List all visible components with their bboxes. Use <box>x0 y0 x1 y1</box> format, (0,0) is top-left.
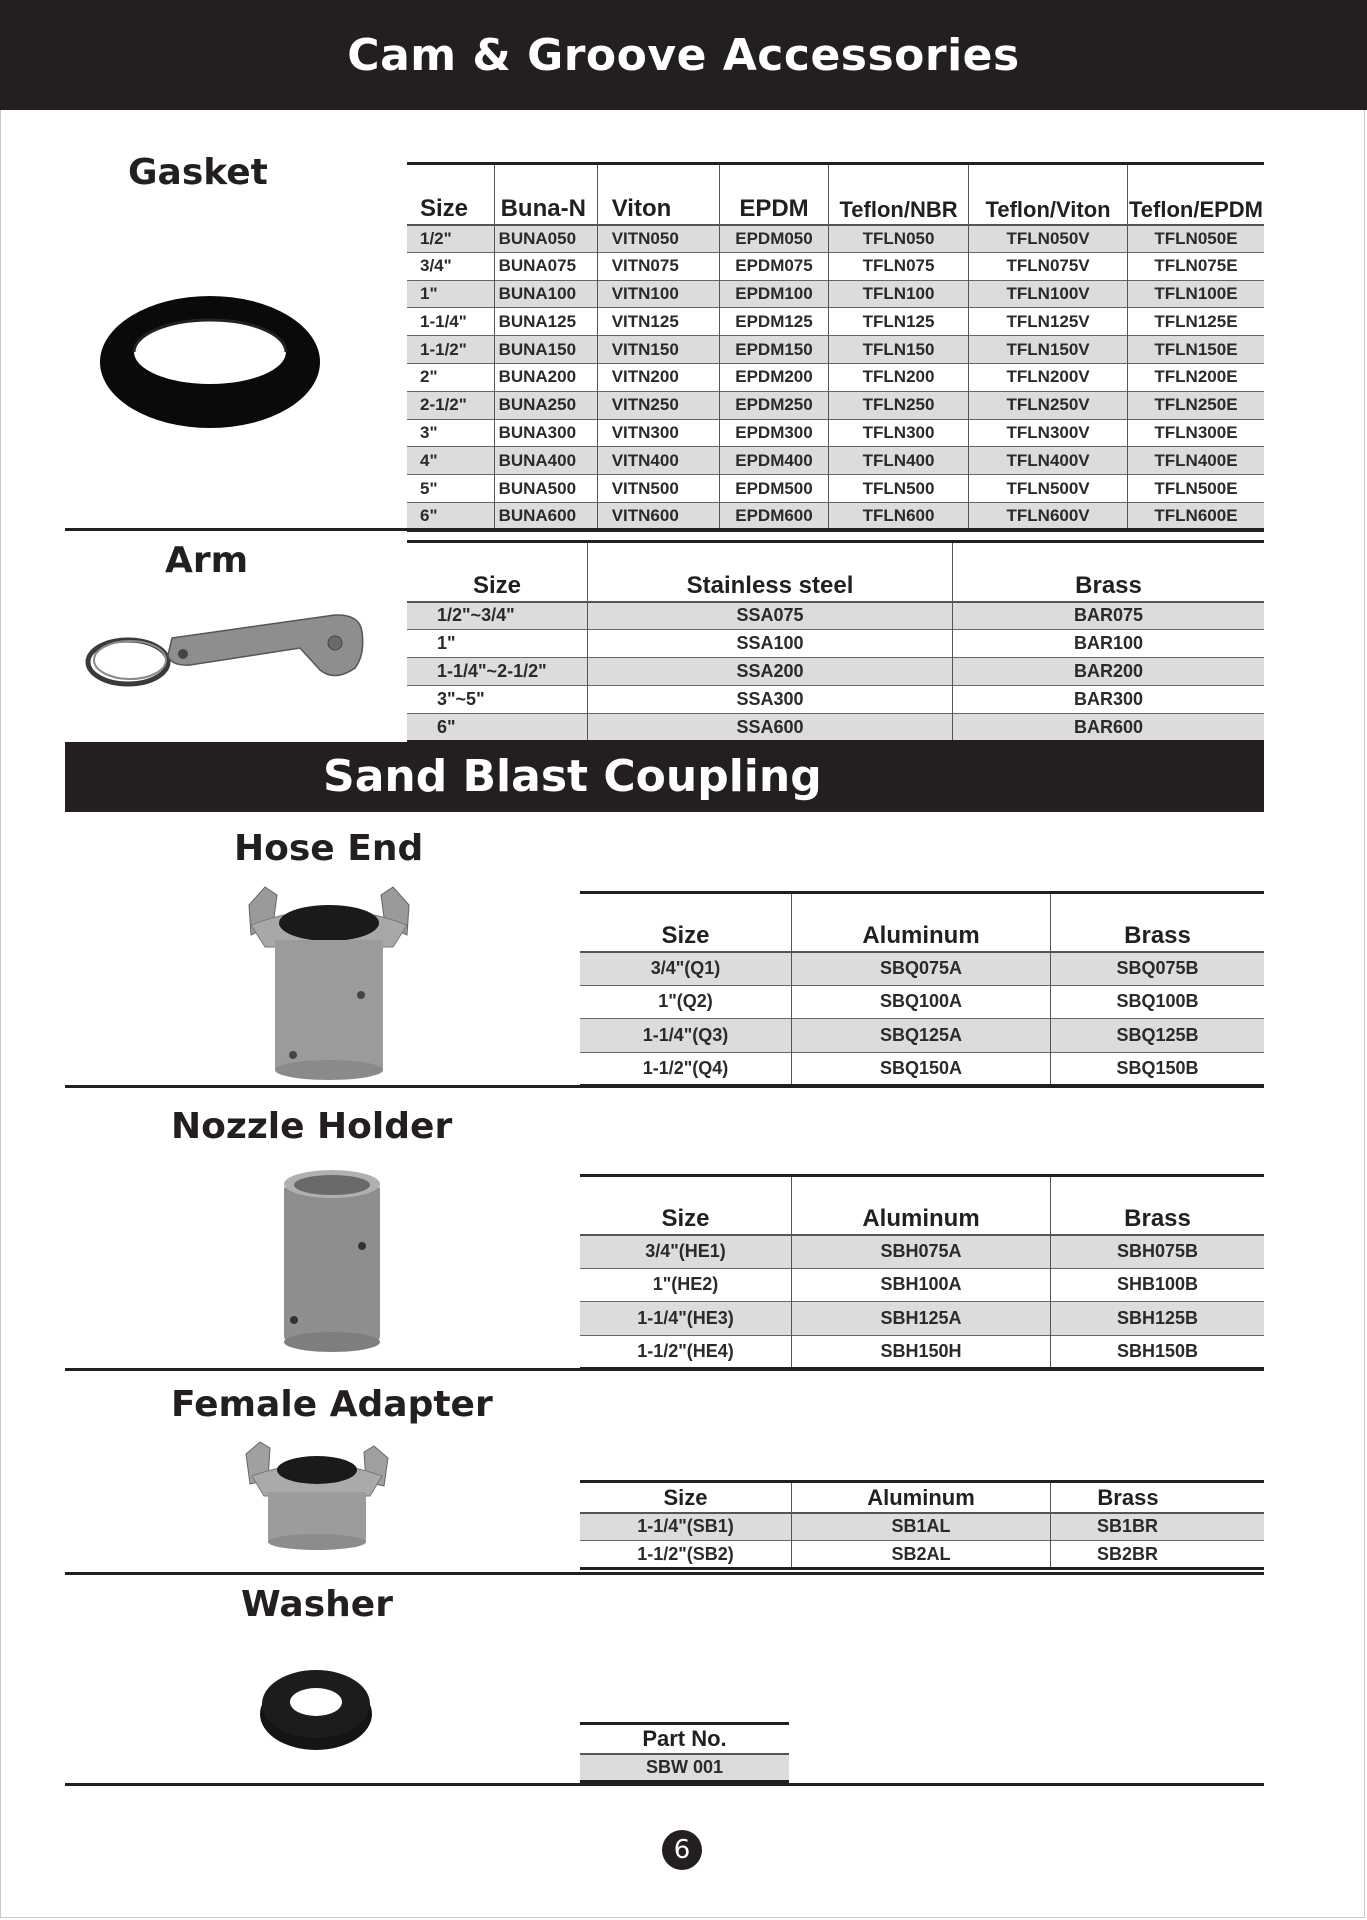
part-number-cell: BUNA400 <box>494 447 597 475</box>
washer-table-body <box>580 1754 789 1781</box>
size-cell: 1-1/2"(Q4) <box>580 1052 792 1086</box>
table-row <box>407 280 1264 308</box>
part-number-cell: TFLN250 <box>828 391 968 419</box>
table-row <box>407 658 1264 686</box>
size-cell: 1" <box>407 630 588 658</box>
divider <box>65 1572 1264 1575</box>
part-number-cell: TFLN500V <box>969 475 1128 503</box>
size-cell: 1-1/4"(Q3) <box>580 1019 792 1053</box>
part-number-cell: TFLN300V <box>969 419 1128 447</box>
col-header-brass: Brass <box>1051 1176 1265 1235</box>
part-number-cell: SBQ150B <box>1051 1052 1265 1086</box>
size-cell: 1"(HE2) <box>580 1268 792 1302</box>
part-number-cell: TFLN125E <box>1127 308 1264 336</box>
part-number-cell: EPDM400 <box>720 447 829 475</box>
header-banner <box>0 0 1367 110</box>
size-cell: SBW 001 <box>580 1754 789 1781</box>
part-number-cell: TFLN075 <box>828 252 968 280</box>
page-number <box>662 1830 702 1870</box>
washer-title: Washer <box>241 1584 393 1625</box>
part-number-cell: SB2BR <box>1051 1541 1265 1569</box>
table-row <box>407 308 1264 336</box>
part-number-cell: SB2AL <box>792 1541 1051 1569</box>
female-adapter-table <box>580 1480 1264 1570</box>
size-cell: 1-1/4"(SB1) <box>580 1513 792 1541</box>
part-number-cell: BUNA125 <box>494 308 597 336</box>
part-number-cell: TFLN075V <box>969 252 1128 280</box>
part-number-cell: BUNA500 <box>494 475 597 503</box>
part-number-cell: VITN500 <box>597 475 719 503</box>
part-number-cell: VITN100 <box>597 280 719 308</box>
part-number-cell: TFLN400 <box>828 447 968 475</box>
nozzle-holder-title: Nozzle Holder <box>171 1106 453 1147</box>
part-number-cell: SBQ100B <box>1051 985 1265 1019</box>
size-cell: 1"(Q2) <box>580 985 792 1019</box>
table-row <box>407 447 1264 475</box>
size-cell: 6" <box>407 502 494 530</box>
part-number-cell: BUNA100 <box>494 280 597 308</box>
part-number-cell: TFLN075E <box>1127 252 1264 280</box>
col-header-size: Size <box>580 1176 792 1235</box>
part-number-cell: TFLN400V <box>969 447 1128 475</box>
part-number-cell: TFLN500E <box>1127 475 1264 503</box>
part-number-cell: TFLN600V <box>969 502 1128 530</box>
part-number-cell: SBH125B <box>1051 1302 1265 1336</box>
size-cell: 3/4" <box>407 252 494 280</box>
part-number-cell: BUNA075 <box>494 252 597 280</box>
part-number-cell: VITN400 <box>597 447 719 475</box>
part-number-cell: TFLN600 <box>828 502 968 530</box>
col-header-brass: Brass <box>1051 893 1265 952</box>
size-cell: 1-1/2" <box>407 336 494 364</box>
part-number-cell: EPDM050 <box>720 225 829 253</box>
part-number-cell: VITN050 <box>597 225 719 253</box>
part-number-cell: VITN200 <box>597 363 719 391</box>
col-header-size: Size <box>407 164 494 225</box>
col-header-aluminum: Aluminum <box>792 893 1051 952</box>
col-header-buna-n: Buna-N <box>494 164 597 225</box>
hose-end-title: Hose End <box>234 828 424 869</box>
part-number-cell: SBH150B <box>1051 1335 1265 1369</box>
size-cell: 1/2" <box>407 225 494 253</box>
arm-table <box>407 540 1264 743</box>
size-cell: 1-1/4"~2-1/2" <box>407 658 588 686</box>
part-number-cell: VITN300 <box>597 419 719 447</box>
col-header-brass: Brass <box>953 542 1265 602</box>
part-number-cell: SBQ125A <box>792 1019 1051 1053</box>
col-header-size: Size <box>580 893 792 952</box>
size-cell: 1-1/2"(HE4) <box>580 1335 792 1369</box>
part-number-cell: BAR600 <box>953 714 1265 742</box>
part-number-cell: EPDM125 <box>720 308 829 336</box>
part-number-cell: SBQ075A <box>792 952 1051 986</box>
part-number-cell: EPDM200 <box>720 363 829 391</box>
size-cell: 4" <box>407 447 494 475</box>
part-number-cell: TFLN600E <box>1127 502 1264 530</box>
col-header-viton: Viton <box>597 164 719 225</box>
part-number-cell: TFLN050E <box>1127 225 1264 253</box>
part-number-cell: EPDM075 <box>720 252 829 280</box>
size-cell: 3"~5" <box>407 686 588 714</box>
part-number-cell: SSA300 <box>588 686 953 714</box>
col-header-teflon-viton: Teflon/Viton <box>969 164 1128 225</box>
part-number-cell: SSA100 <box>588 630 953 658</box>
part-number-cell: TFLN100E <box>1127 280 1264 308</box>
col-header-size: Size <box>580 1482 792 1513</box>
col-header-aluminum: Aluminum <box>792 1176 1051 1235</box>
table-row <box>407 419 1264 447</box>
part-number-cell: SB1AL <box>792 1513 1051 1541</box>
part-number-cell: SBH075B <box>1051 1235 1265 1269</box>
part-number-cell: BAR300 <box>953 686 1265 714</box>
part-number-cell: EPDM500 <box>720 475 829 503</box>
female-adapter-table-body <box>580 1513 1264 1569</box>
part-number-cell: BAR100 <box>953 630 1265 658</box>
size-cell: 6" <box>407 714 588 742</box>
part-number-cell: BUNA300 <box>494 419 597 447</box>
part-number-cell: SBH150H <box>792 1335 1051 1369</box>
page-number-text: 6 <box>673 1835 691 1865</box>
part-number-cell: SBH125A <box>792 1302 1051 1336</box>
part-number-cell: VITN125 <box>597 308 719 336</box>
table-row <box>580 1335 1264 1369</box>
col-header-stainless-steel: Stainless steel <box>588 542 953 602</box>
part-number-cell: TFLN100V <box>969 280 1128 308</box>
table-row <box>580 1541 1264 1569</box>
female-adapter-title: Female Adapter <box>171 1384 493 1425</box>
table-row <box>580 1235 1264 1269</box>
part-number-cell: TFLN150V <box>969 336 1128 364</box>
table-row <box>407 714 1264 742</box>
divider <box>65 1368 1264 1371</box>
size-cell: 3/4"(Q1) <box>580 952 792 986</box>
part-number-cell: TFLN125 <box>828 308 968 336</box>
size-cell: 2" <box>407 363 494 391</box>
part-number-cell: EPDM600 <box>720 502 829 530</box>
part-number-cell: SSA075 <box>588 602 953 630</box>
part-number-cell: SBH100A <box>792 1268 1051 1302</box>
part-number-cell: SBQ125B <box>1051 1019 1265 1053</box>
part-number-cell: BUNA600 <box>494 502 597 530</box>
table-row <box>580 1019 1264 1053</box>
size-cell: 1-1/2"(SB2) <box>580 1541 792 1569</box>
part-number-cell: SBQ150A <box>792 1052 1051 1086</box>
part-number-cell: TFLN300 <box>828 419 968 447</box>
page-title: Cam & Groove Accessories <box>347 29 1020 81</box>
table-row <box>580 952 1264 986</box>
divider <box>65 1085 1264 1088</box>
part-number-cell: TFLN100 <box>828 280 968 308</box>
part-number-cell: TFLN050 <box>828 225 968 253</box>
nozzle-holder-image <box>282 1168 384 1354</box>
size-cell: 2-1/2" <box>407 391 494 419</box>
col-header-brass: Brass <box>1051 1482 1265 1513</box>
part-number-cell: TFLN200 <box>828 363 968 391</box>
table-row <box>407 686 1264 714</box>
size-cell: 1" <box>407 280 494 308</box>
gasket-title: Gasket <box>128 152 268 193</box>
gasket-ring-image <box>98 290 323 432</box>
part-number-cell: BUNA050 <box>494 225 597 253</box>
part-number-cell: VITN150 <box>597 336 719 364</box>
part-number-cell: EPDM300 <box>720 419 829 447</box>
table-row <box>407 391 1264 419</box>
washer-image <box>258 1666 374 1752</box>
part-number-cell: VITN600 <box>597 502 719 530</box>
female-adapter-image <box>242 1440 392 1552</box>
part-number-cell: BUNA150 <box>494 336 597 364</box>
col-header-size: Size <box>407 542 588 602</box>
table-row <box>580 1302 1264 1336</box>
part-number-cell: TFLN150E <box>1127 336 1264 364</box>
table-row <box>580 1754 789 1781</box>
size-cell: 1-1/4" <box>407 308 494 336</box>
part-number-cell: SB1BR <box>1051 1513 1265 1541</box>
part-number-cell: EPDM150 <box>720 336 829 364</box>
part-number-cell: TFLN500 <box>828 475 968 503</box>
arm-with-key-ring-image <box>80 610 365 690</box>
part-number-cell: TFLN200E <box>1127 363 1264 391</box>
table-row <box>407 336 1264 364</box>
part-number-cell: TFLN050V <box>969 225 1128 253</box>
table-row <box>407 475 1264 503</box>
table-row <box>407 252 1264 280</box>
part-number-cell: TFLN250V <box>969 391 1128 419</box>
part-number-cell: SBQ075B <box>1051 952 1265 986</box>
part-number-cell: SSA600 <box>588 714 953 742</box>
col-header-part-no: Part No. <box>580 1724 789 1755</box>
divider <box>65 528 1264 531</box>
col-header-teflon-nbr: Teflon/NBR <box>828 164 968 225</box>
part-number-cell: BAR200 <box>953 658 1265 686</box>
size-cell: 1-1/4"(HE3) <box>580 1302 792 1336</box>
part-number-cell: TFLN200V <box>969 363 1128 391</box>
part-number-cell: VITN075 <box>597 252 719 280</box>
table-row <box>580 1052 1264 1086</box>
part-number-cell: VITN250 <box>597 391 719 419</box>
part-number-cell: SBQ100A <box>792 985 1051 1019</box>
nozzle-holder-table <box>580 1174 1264 1370</box>
table-row <box>407 225 1264 253</box>
size-cell: 5" <box>407 475 494 503</box>
part-number-cell: EPDM250 <box>720 391 829 419</box>
part-number-cell: TFLN150 <box>828 336 968 364</box>
nozzle-holder-table-body <box>580 1235 1264 1369</box>
table-row <box>580 985 1264 1019</box>
washer-table <box>580 1722 789 1783</box>
hose-end-table <box>580 891 1264 1087</box>
part-number-cell: TFLN300E <box>1127 419 1264 447</box>
col-header-teflon-epdm: Teflon/EPDM <box>1127 164 1264 225</box>
hose-end-coupling-image <box>243 885 415 1080</box>
part-number-cell: BUNA200 <box>494 363 597 391</box>
part-number-cell: EPDM100 <box>720 280 829 308</box>
part-number-cell: TFLN250E <box>1127 391 1264 419</box>
table-row <box>407 602 1264 630</box>
gasket-table <box>407 162 1264 532</box>
part-number-cell: TFLN400E <box>1127 447 1264 475</box>
table-row <box>407 502 1264 530</box>
hose-end-table-body <box>580 952 1264 1086</box>
part-number-cell: SBH075A <box>792 1235 1051 1269</box>
table-row <box>407 630 1264 658</box>
size-cell: 1/2"~3/4" <box>407 602 588 630</box>
part-number-cell: BAR075 <box>953 602 1265 630</box>
part-number-cell: TFLN125V <box>969 308 1128 336</box>
table-row <box>407 363 1264 391</box>
divider <box>65 1783 1264 1786</box>
arm-table-body <box>407 602 1264 742</box>
part-number-cell: SHB100B <box>1051 1268 1265 1302</box>
table-row <box>580 1513 1264 1541</box>
part-number-cell: BUNA250 <box>494 391 597 419</box>
sand-blast-title: Sand Blast Coupling <box>323 751 822 802</box>
size-cell: 3" <box>407 419 494 447</box>
gasket-table-body <box>407 225 1264 531</box>
part-number-cell: SSA200 <box>588 658 953 686</box>
sand-blast-banner <box>65 742 1264 812</box>
table-row <box>580 1268 1264 1302</box>
size-cell: 3/4"(HE1) <box>580 1235 792 1269</box>
col-header-aluminum: Aluminum <box>792 1482 1051 1513</box>
col-header-epdm: EPDM <box>720 164 829 225</box>
arm-title: Arm <box>165 540 249 581</box>
